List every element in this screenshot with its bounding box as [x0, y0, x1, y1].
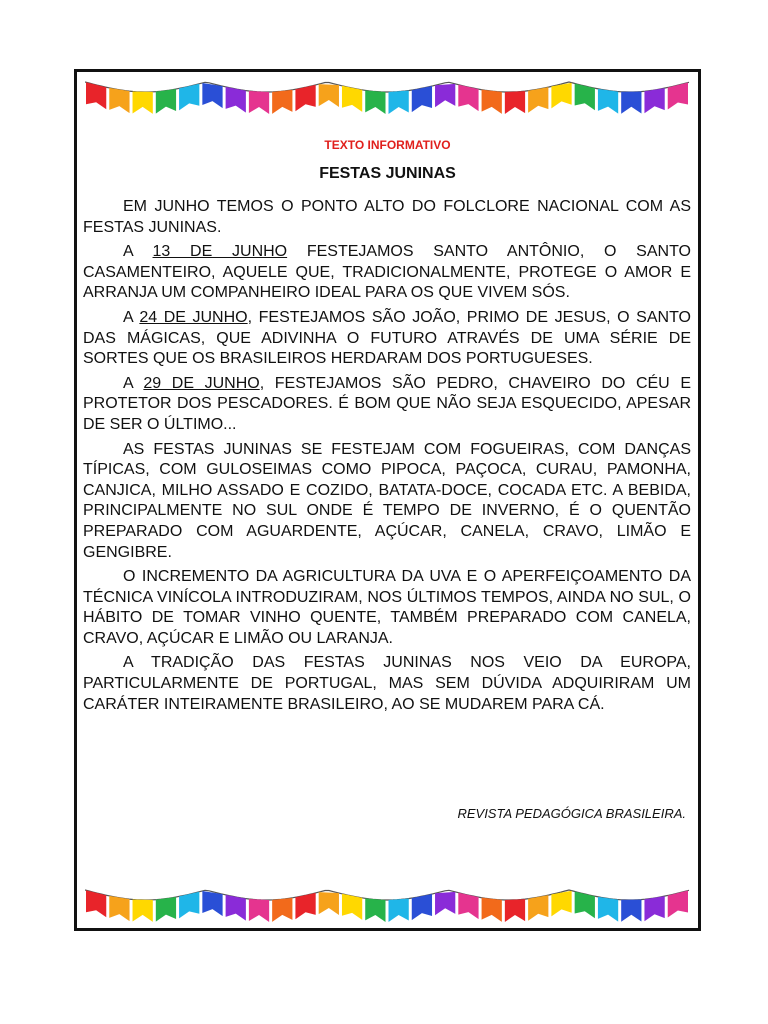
bunting-flag-icon	[109, 896, 129, 921]
document-frame	[74, 69, 701, 931]
bunting-flag-icon	[458, 893, 478, 919]
bunting-flag-icon	[226, 895, 246, 921]
bunting-flag-icon	[319, 892, 339, 915]
bunting-flag-icon	[202, 83, 222, 108]
document-body	[83, 197, 691, 719]
date-29-junho: 29 DE JUNHO	[143, 374, 260, 392]
paragraph-4-start: A	[123, 374, 144, 392]
bunting-flag-icon	[598, 89, 618, 114]
paragraph-2-start: A	[123, 243, 153, 261]
paragraph-2	[83, 242, 691, 304]
bunting-flag-icon	[133, 91, 153, 113]
bunting-flag-icon	[528, 895, 548, 921]
bunting-flag-icon	[598, 897, 618, 922]
bunting-flag-icon	[133, 899, 153, 921]
bunting-flag-icon	[342, 86, 362, 112]
bunting-flag-icon	[295, 85, 315, 111]
bunting-flag-icon	[435, 84, 455, 107]
bunting-flag-icon	[644, 896, 664, 921]
bunting-flag-icon	[342, 894, 362, 920]
paragraph-5: AS FESTAS JUNINAS SE FESTEJAM COM FOGUEIRAS, COM DANÇAS TÍPICAS, COM GULOSEIMAS COMO PIPOCA, PAÇOCA, CURAU, PAMONHA, CANJICA, MILHO ASSADO E COZIDO, BATATA-DOCE, COCADA ETC. A BEBIDA, PRINCIPALMENTE NO SUL ONDE É TEMPO DE INVERNO, É O QUENTÃO PREPARADO COM AGUARDENTE, AÇÚCAR, CANELA, CRAVO, LIMÃO E GENGIBRE.	[83, 440, 691, 561]
bunting-flag-icon	[365, 898, 385, 922]
bunting-flag-icon	[482, 90, 502, 114]
bunting-flag-icon	[528, 87, 548, 113]
paragraph-1: EM JUNHO TEMOS O PONTO ALTO DO FOLCLORE NACIONAL COM AS FESTAS JUNINAS.	[83, 198, 691, 236]
bunting-flag-icon	[551, 891, 571, 917]
bunting-flag-icon	[109, 88, 129, 113]
bunting-flag-icon	[621, 92, 641, 114]
paragraph-3	[83, 308, 691, 370]
bunting-flag-icon	[389, 91, 409, 114]
bunting-flag-icon	[389, 899, 409, 922]
bunting-flag-icon	[249, 899, 269, 922]
bunting-flag-icon	[156, 897, 176, 922]
paragraph-4-rest: , FESTEJAMOS SÃO PEDRO, CHAVEIRO DO CÉU E PROTETOR DOS PESCADORES. É BOM QUE NÃO SEJA ESQUECIDO, APESAR DE SER O ÚLTIMO...	[83, 374, 691, 433]
bunting-top-icon	[85, 76, 690, 124]
bunting-flag-icon	[412, 86, 432, 112]
bunting-flag-icon	[226, 87, 246, 113]
paragraph-6: O INCREMENTO DA AGRICULTURA DA UVA E O APERFEIÇOAMENTO DA TÉCNICA VINÍCOLA INTRODUZIRAM, NOS ÚLTIMOS TEMPOS, AINDA NO SUL, O HÁBITO DE TOMAR VINHO QUENTE, TAMBÉM PREPARADO COM CANELA, CRAVO, AÇÚCAR E LIMÃO OU LARANJA.	[83, 568, 691, 647]
bunting-flag-icon	[482, 898, 502, 922]
bunting-flag-icon	[272, 898, 292, 922]
bunting-flag-icon	[156, 89, 176, 114]
bunting-flag-icon	[435, 892, 455, 915]
paragraph-4	[83, 374, 691, 436]
document-subtitle: TEXTO INFORMATIVO	[324, 138, 451, 152]
bunting-flag-icon	[365, 90, 385, 114]
paragraph-7: A TRADIÇÃO DAS FESTAS JUNINAS NOS VEIO DA EUROPA, PARTICULARMENTE DE PORTUGAL, MAS SEM DÚVIDA ADQUIRIRAM UM CARÁTER INTEIRAMENTE BRASILEIRO, AO SE MUDAREM PARA CÁ.	[83, 654, 691, 713]
bunting-flag-icon	[644, 88, 664, 113]
paragraph-2-rest: FESTEJAMOS SANTO ANTÔNIO, O SANTO CASAMENTEIRO, AQUELE QUE, TRADICIONALMENTE, PROTEGE O AMOR E ARRANJA UM COMPANHEIRO IDEAL PARA OS QUE VIVEM SÓS.	[83, 243, 692, 302]
bunting-flag-icon	[551, 83, 571, 109]
bunting-flag-icon	[295, 893, 315, 919]
paragraph-3-rest: , FESTEJAMOS SÃO JOÃO, PRIMO DE JESUS, O SANTO DAS MÁGICAS, QUE ADIVINHA O FUTURO ATRAVÉS DE UMA SÉRIE DE SORTES QUE OS BRASILEIROS HERDARAM DOS PORTUGUESES.	[83, 308, 692, 368]
bunting-bottom-icon	[85, 884, 690, 932]
document-title: FESTAS JUNINAS	[319, 165, 456, 182]
bunting-flag-icon	[202, 891, 222, 916]
source-citation: REVISTA PEDAGÓGICA BRASILEIRA.	[457, 806, 686, 821]
bunting-flag-icon	[505, 91, 525, 114]
bunting-flag-icon	[272, 90, 292, 114]
bunting-flag-icon	[505, 899, 525, 922]
bunting-flag-icon	[249, 91, 269, 114]
date-24-junho: 24 DE JUNHO	[139, 308, 248, 326]
bunting-flag-icon	[621, 900, 641, 922]
bunting-flag-icon	[319, 84, 339, 107]
date-13-junho: 13 DE JUNHO	[152, 243, 288, 261]
bunting-flag-icon	[412, 894, 432, 920]
paragraph-3-start: A	[123, 308, 140, 326]
bunting-flag-icon	[458, 85, 478, 111]
